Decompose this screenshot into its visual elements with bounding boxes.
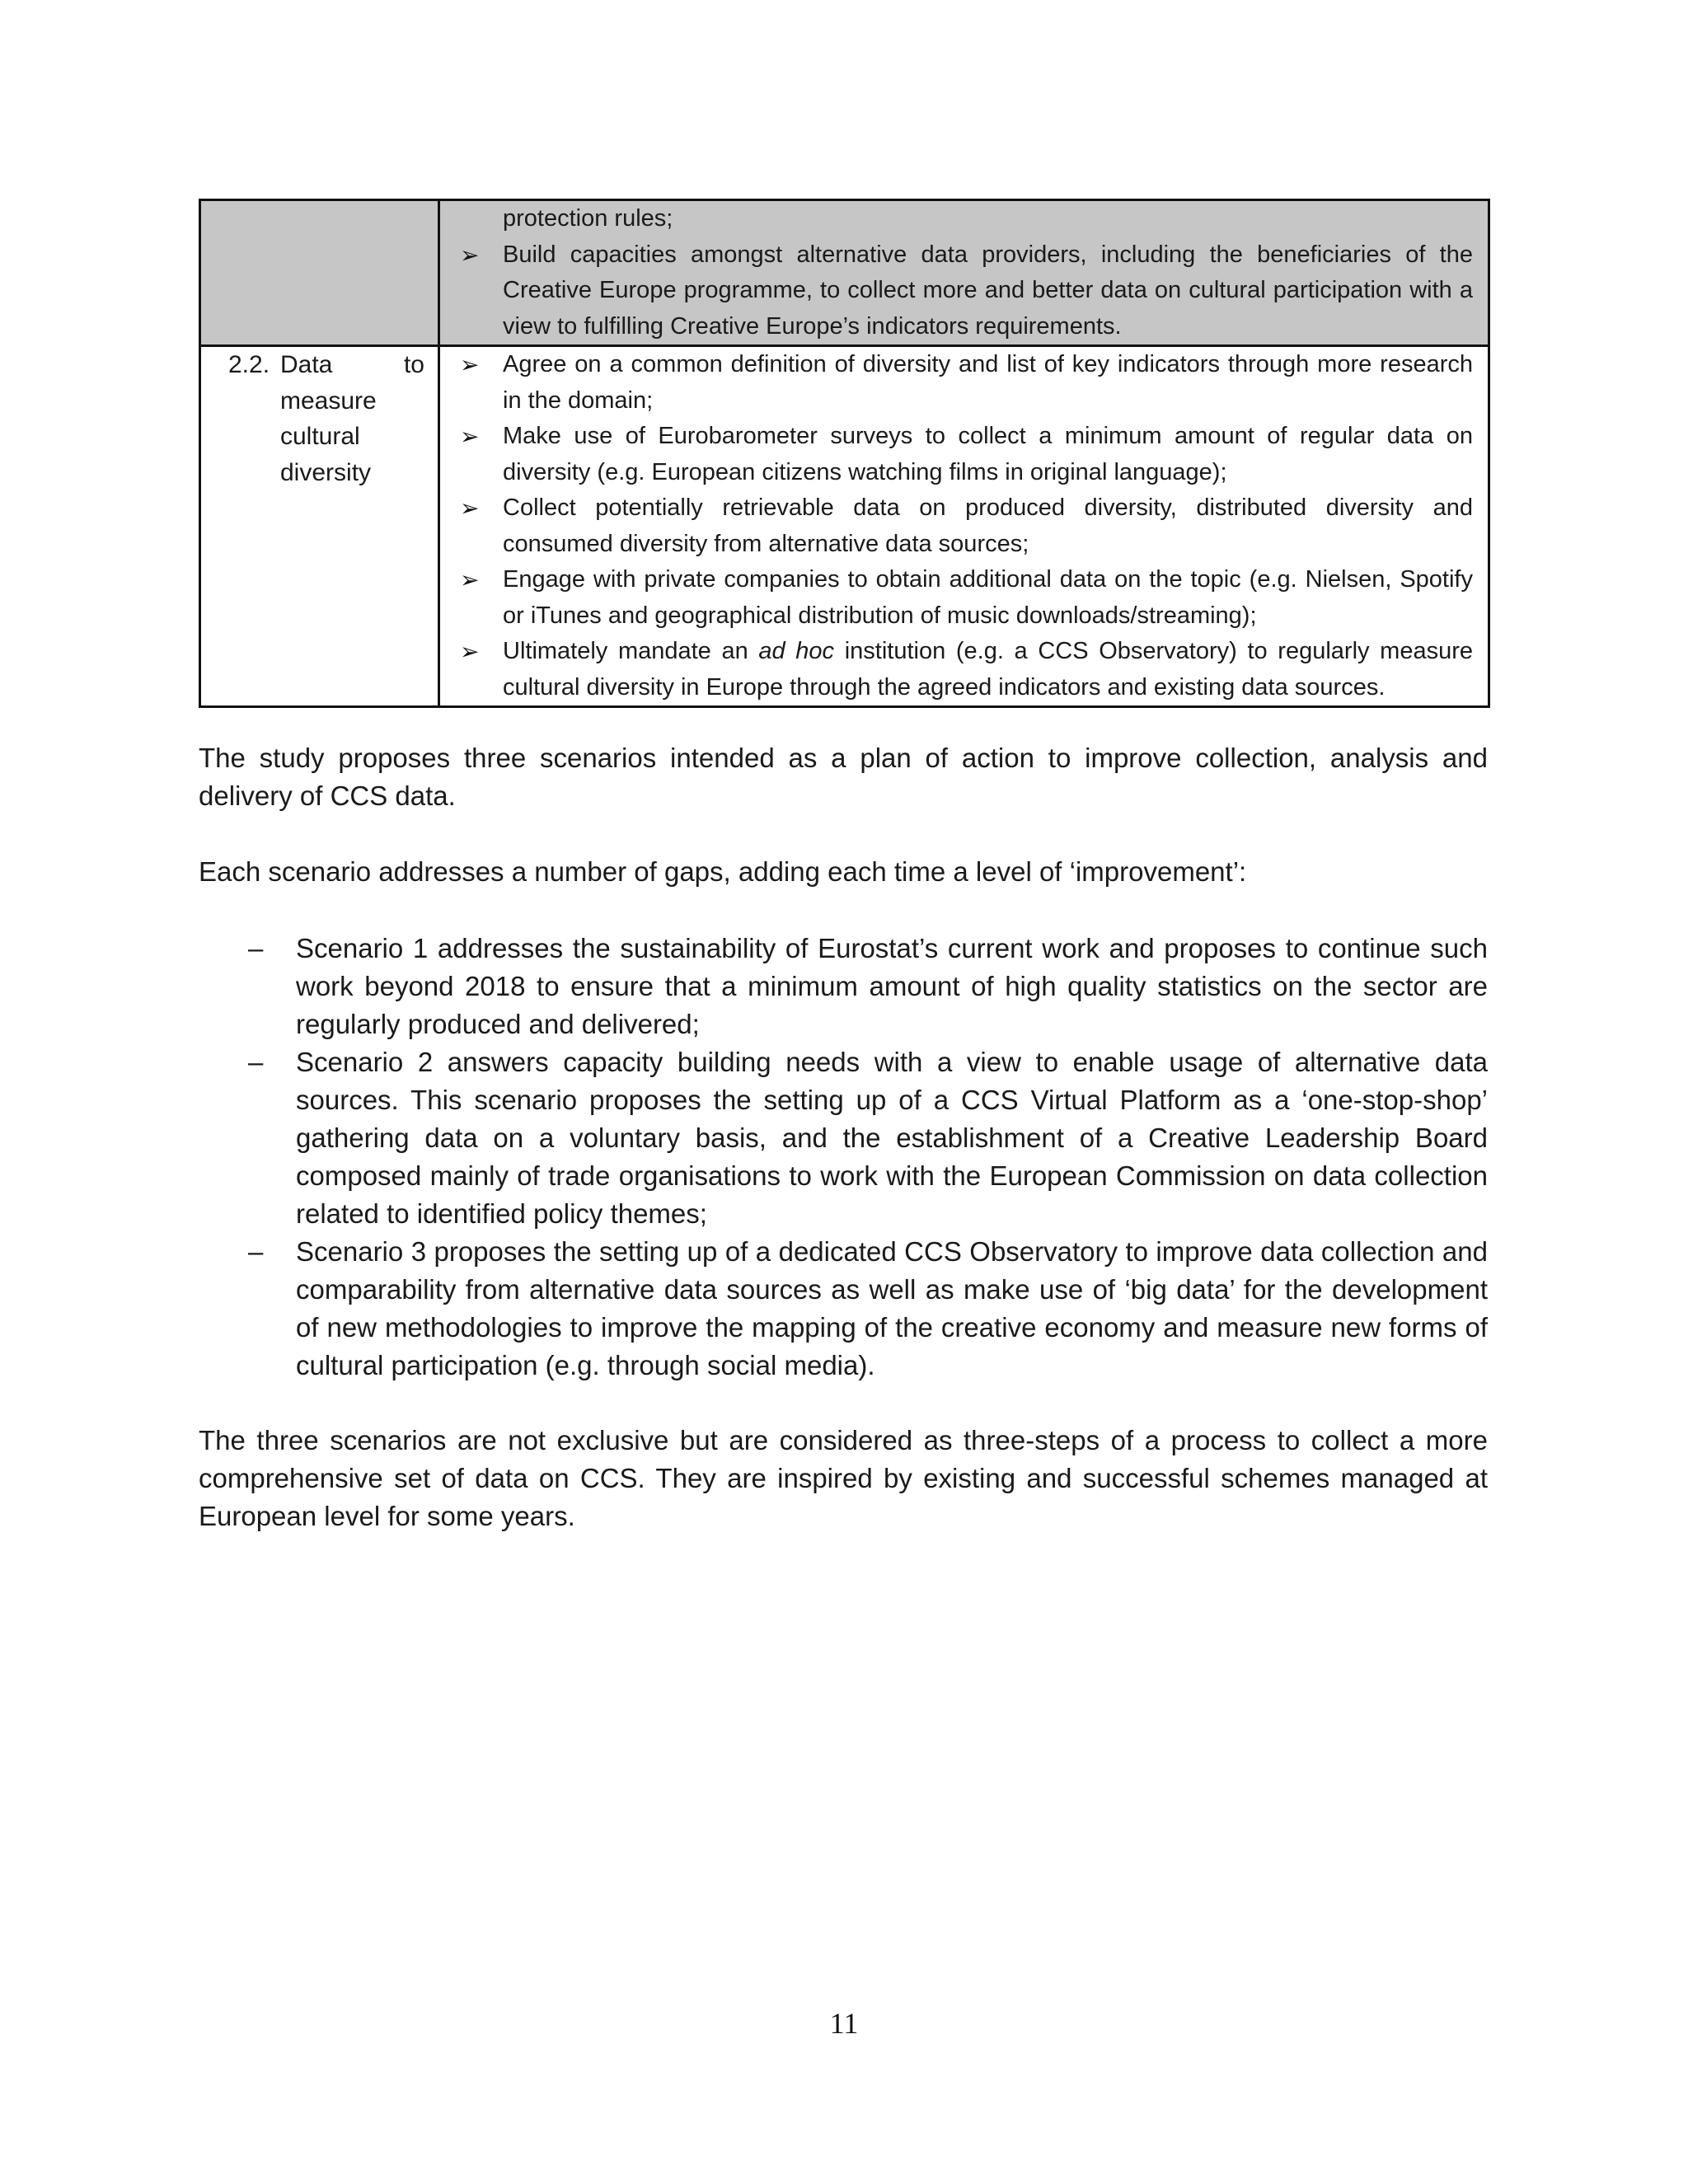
bullet-text: protection rules; [503, 205, 673, 232]
row-content-cell [439, 346, 1489, 707]
scenario-text: Scenario 3 proposes the setting up of a dedicated CCS Observatory to improve data collection and comparability from alternative data sources as well as make use of ‘big data’ for the development of new methodologies to improve the mapping of the creative economy and measure new forms of cultural participation (e.g. through social media). [296, 1236, 1488, 1380]
bullet-text: Engage with private companies to obtain additional data on the topic (e.g. Nielsen, Spotify or iTunes and geographical distribution of music downloads/streaming); [503, 566, 1473, 629]
scenario-text: Scenario 2 answers capacity building needs with a view to enable usage of alternative data sources. This scenario proposes the setting up of a CCS Virtual Platform as a ‘one-stop-shop’ gathering data on a voluntary basis, and the establishment of a Creative Leadership Board composed mainly of trade organisations to work with the European Commission on data collection related to identified policy themes; [296, 1047, 1488, 1229]
italic-term: ad hoc [758, 638, 835, 664]
scenario-text: Scenario 1 addresses the sustainability of Eurostat’s current work and proposes to continue such work beyond 2018 to ensure that a minimum amount of high quality statistics on the sector are regularly produced and delivered; [296, 933, 1488, 1039]
paragraph-intro: The study proposes three scenarios intended as a plan of action to improve collection, analysis and delivery of CCS data. [199, 743, 1488, 811]
row-heading-line: diversity [280, 458, 372, 486]
list-item [440, 237, 1473, 345]
bullet-list [440, 347, 1488, 705]
arrow-bullet-icon: ➢ [460, 424, 480, 449]
page-number: 11 [829, 2007, 859, 2040]
list-item [440, 419, 1473, 490]
bullet-text: Agree on a common definition of diversity and list of key indicators through more research in the domain; [503, 351, 1473, 414]
list-item [440, 490, 1473, 562]
bullet-text: Collect potentially retrievable data on produced diversity, distributed diversity and consumed diversity from alternative data sources; [503, 494, 1473, 557]
list-item [440, 634, 1473, 705]
dash-bullet-icon: – [248, 1047, 264, 1077]
dash-bullet-icon: – [248, 933, 264, 963]
table-row [200, 346, 1489, 707]
list-item [440, 347, 1473, 419]
arrow-bullet-icon: ➢ [460, 241, 480, 268]
list-item [440, 201, 1473, 237]
list-item [199, 1043, 1488, 1233]
row-content-cell [439, 200, 1489, 346]
arrow-bullet-icon: ➢ [460, 495, 480, 521]
arrow-bullet-icon: ➢ [460, 352, 480, 377]
scenario-list [199, 930, 1488, 1385]
table-row [200, 200, 1489, 346]
row-heading-line: measure [280, 387, 377, 415]
list-item [440, 562, 1473, 634]
measures-table [199, 199, 1490, 708]
bullet-text: Ultimately mandate an ad hoc institution (e.g. a CCS Observatory) to regularly measure cultural diversity in Europe through the agreed indicators and existing data sources. [503, 638, 1473, 701]
row-label-cell [200, 200, 439, 346]
dash-bullet-icon: – [248, 1236, 264, 1267]
arrow-bullet-icon: ➢ [460, 639, 480, 664]
list-item [199, 1233, 1488, 1385]
list-item [199, 930, 1488, 1043]
paragraph-scenarios-lead: Each scenario addresses a number of gaps, adding each time a level of ‘improvement’: [199, 856, 1247, 887]
row-heading [201, 347, 438, 490]
section-number: 2.2. [228, 351, 270, 378]
row-label-cell [200, 346, 439, 707]
bullet-text: Make use of Eurobarometer surveys to collect a minimum amount of regular data on diversity (e.g. European citizens watching films in original language); [503, 423, 1473, 485]
bullet-list [440, 201, 1488, 344]
paragraph-conclusion: The three scenarios are not exclusive but are considered as three-steps of a process to collect a more comprehensive set of data on CCS. They are inspired by existing and successful schemes managed at European level for some years. [199, 1425, 1488, 1531]
row-heading-line: cultural [280, 423, 360, 450]
bullet-text: Build capacities amongst alternative data providers, including the beneficiaries of the Creative Europe programme, to collect more and better data on cultural participation with a view to fulfilling Creative Europe’s indicators requirements. [503, 241, 1473, 340]
row-heading-word: to [403, 351, 424, 378]
arrow-bullet-icon: ➢ [460, 567, 480, 593]
row-heading-word: Data [280, 351, 333, 378]
